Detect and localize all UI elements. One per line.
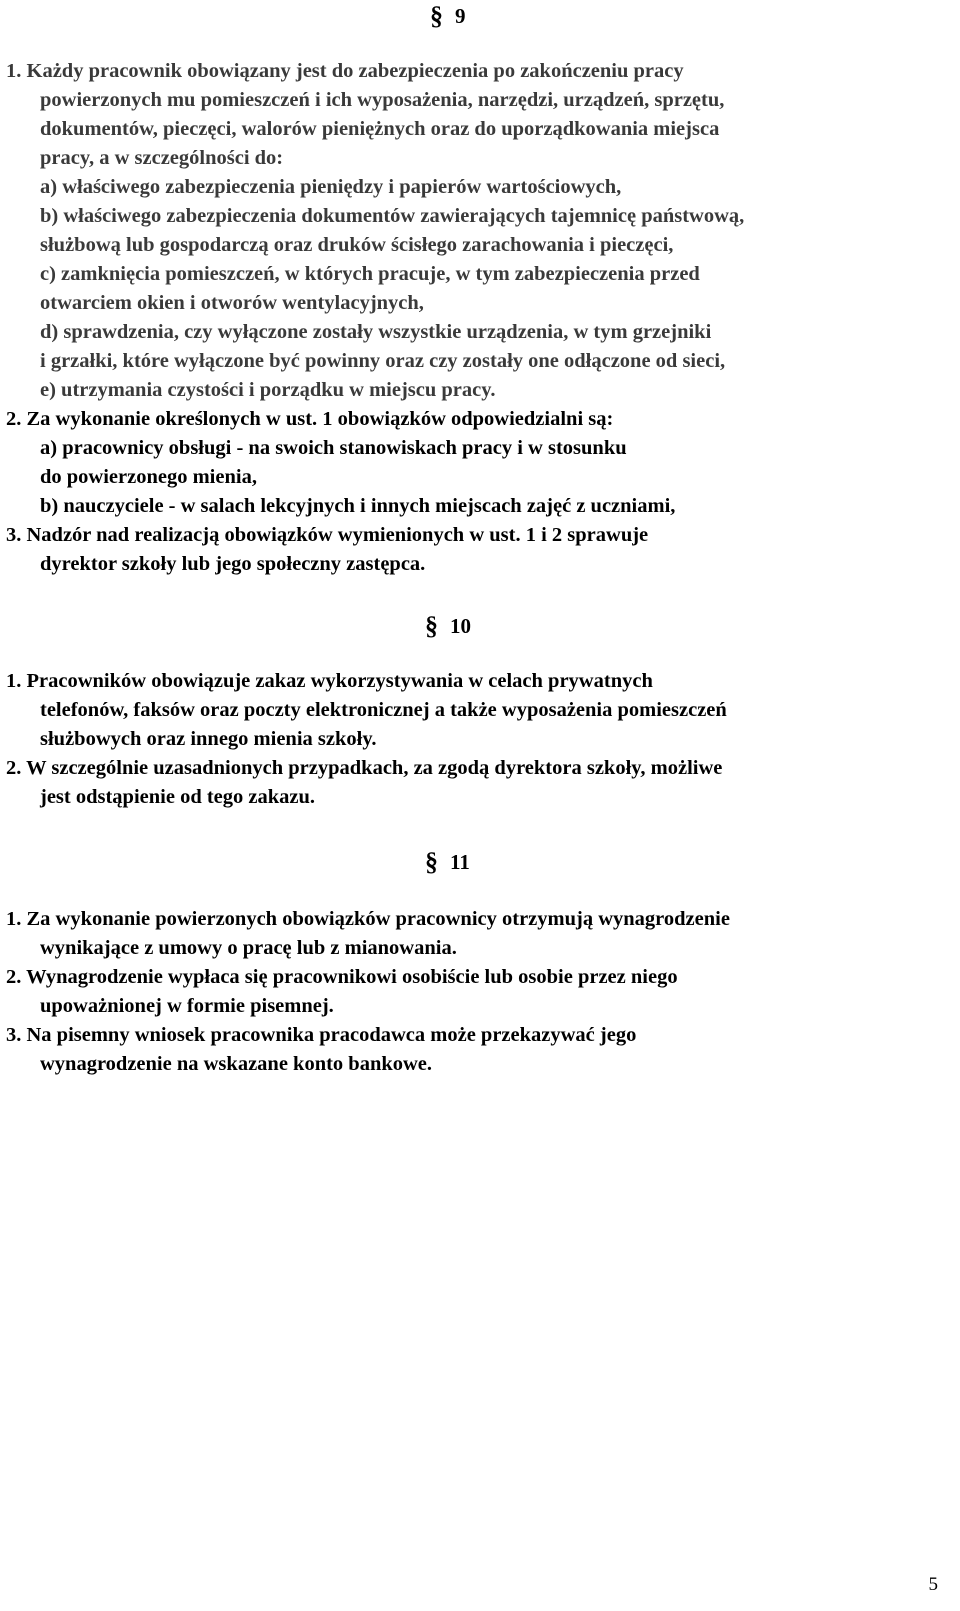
list-item: c) zamknięcia pomieszczeń, w których pracuje, w tym zabezpieczenia przed [40, 263, 700, 285]
paragraph-line: telefonów, faksów oraz poczty elektronicznej a także wyposażenia pomieszczeń [40, 699, 727, 721]
paragraph-line: otwarciem okien i otworów wentylacyjnych, [40, 292, 424, 314]
paragraph-line: wynikające z umowy o pracę lub z mianowania. [40, 937, 457, 959]
paragraph-line: 1. Pracowników obowiązuje zakaz wykorzystywania w celach prywatnych [6, 670, 653, 692]
list-item: a) pracownicy obsługi - na swoich stanowiskach pracy i w stosunku [40, 437, 627, 459]
paragraph-line: służbowych oraz innego mienia szkoły. [40, 728, 377, 750]
paragraph-line: 2. Wynagrodzenie wypłaca się pracownikowi osobiście lub osobie przez niego [6, 966, 678, 988]
paragraph-line: służbową lub gospodarczą oraz druków ścisłego zarachowania i pieczęci, [40, 234, 674, 256]
list-item: b) nauczyciele - w salach lekcyjnych i innych miejscach zajęć z uczniami, [40, 495, 676, 517]
list-item: b) właściwego zabezpieczenia dokumentów zawierających tajemnicę państwową, [40, 205, 745, 227]
section-symbol: § [430, 1, 443, 30]
paragraph-line: 1. Każdy pracownik obowiązany jest do zabezpieczenia po zakończeniu pracy [6, 60, 684, 82]
paragraph-line: 3. Nadzór nad realizacją obowiązków wymienionych w ust. 1 i 2 sprawuje [6, 524, 649, 546]
section-number: 11 [450, 850, 470, 874]
paragraph-line: wynagrodzenie na wskazane konto bankowe. [40, 1053, 433, 1075]
paragraph-line: 2. Za wykonanie określonych w ust. 1 obowiązków odpowiedzialni są: [6, 408, 614, 430]
section-heading-9 [430, 0, 466, 30]
section-symbol: § [425, 611, 438, 640]
section-symbol: § [425, 847, 438, 876]
section-number: 9 [455, 4, 466, 28]
paragraph-line: dyrektor szkoły lub jego społeczny zastępca. [40, 553, 426, 575]
paragraph-line: jest odstąpienie od tego zakazu. [40, 786, 316, 808]
paragraph-line: powierzonych mu pomieszczeń i ich wyposażenia, narzędzi, urządzeń, sprzętu, [40, 89, 725, 111]
section-number: 10 [450, 614, 471, 638]
section-heading-11 [425, 846, 470, 876]
list-item: d) sprawdzenia, czy wyłączone zostały wszystkie urządzenia, w tym grzejniki [40, 321, 712, 343]
paragraph-line: 3. Na pisemny wniosek pracownika pracodawca może przekazywać jego [6, 1024, 637, 1046]
page-number: 5 [928, 1574, 938, 1595]
paragraph-line: pracy, a w szczególności do: [40, 147, 284, 169]
paragraph-line: i grzałki, które wyłączone być powinny oraz czy zostały one odłączone od sieci, [40, 350, 726, 372]
section-heading-10 [425, 610, 471, 640]
list-item: e) utrzymania czystości i porządku w miejscu pracy. [40, 379, 496, 401]
paragraph-line: do powierzonego mienia, [40, 466, 257, 488]
paragraph-line: dokumentów, pieczęci, walorów pieniężnych oraz do uporządkowania miejsca [40, 118, 720, 140]
paragraph-line: 1. Za wykonanie powierzonych obowiązków pracownicy otrzymują wynagrodzenie [6, 908, 730, 930]
paragraph-line: 2. W szczególnie uzasadnionych przypadkach, za zgodą dyrektora szkoły, możliwe [6, 757, 723, 779]
list-item: a) właściwego zabezpieczenia pieniędzy i papierów wartościowych, [40, 176, 622, 198]
paragraph-line: upoważnionej w formie pisemnej. [40, 995, 334, 1017]
